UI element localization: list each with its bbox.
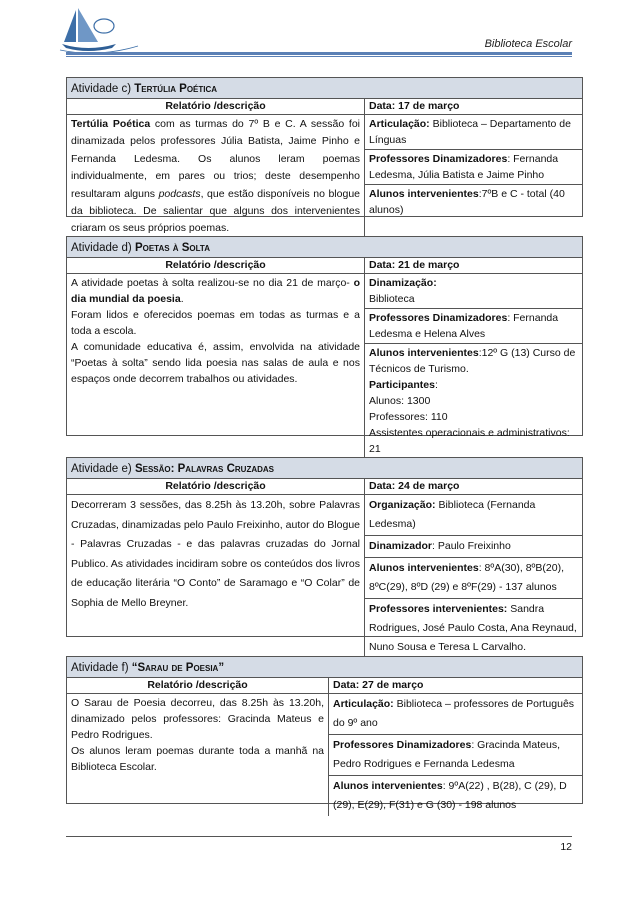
info-cell: Professores Dinamizadores: Gracinda Mateus, Pedro Rodrigues e Fernanda Ledesma [329,735,582,776]
activity-title: Atividade f) “Sarau de Poesia” [67,657,582,678]
date-header: Data: 21 de março [365,258,582,274]
activity-title: Atividade e) Sessão: Palavras Cruzadas [67,458,582,479]
date-header: Data: 17 de março [365,99,582,115]
header-title: Biblioteca Escolar [484,38,572,50]
page-number: 12 [560,841,572,853]
info-cell: Organização: Biblioteca (Fernanda Ledesma) [365,495,582,536]
description-column-header: Relatório /descrição [67,258,364,274]
description-text: Tertúlia Poética com as turmas do 7º B e C. A sessão foi dinamizada pelos professores Júlia Batista, Jaime Pinho e Fernanda Ledesma. Os alunos leram poemas individualmente, em pares ou trios; deste desempenho resultaram alguns podcasts, que estão disponíveis no blogue da biblioteca. De salientar que alguns dos intervenientes criaram os seus próprios poemas. [71,118,361,235]
info-cell: Dinamização: Biblioteca [365,274,582,309]
info-cell: Articulação: Biblioteca – Departamento de Línguas [365,115,582,150]
description-text: A atividade poetas à solta realizou-se no dia 21 de março- o dia mundial da poesia. Foram lidos e oferecidos poemas em todas as turmas e a toda a escola. A comunidade educativa é, assim, envolvida na atividade “Poetas à solta” sendo lida poesia nas salas de aula e nos espaços onde decorrem trabalhos ou atividades. [71,277,360,385]
description-text: Decorreram 3 sessões, das 8.25h às 13.20h, sobre Palavras Cruzadas, dinamizadas pelo Paulo Freixinho, autor do Blogue - Palavras Cruzadas - e das palavras cruzadas do Jornal Publico. As atividades incidiram sobre os conteúdos dos livros de educação literária “O Conto” de Saramago e “O Colar” de Sophia de Mello Breyner. [71,499,360,609]
description-text: O Sarau de Poesia decorreu, das 8.25h às 13.20h, dinamizado pelos professores: Gracinda Mateus e Pedro Rodrigues. Os alunos leram poemas durante toda a manhã na Biblioteca Escolar. [71,697,324,773]
header-divider-thin [66,56,572,57]
info-cell: Alunos intervenientes:12º G (13) Curso de Técnicos de Turismo. Participantes: Alunos: 1300 Professores: 110 Assistentes operacionais e administrativos: 21 [369,347,576,455]
header-divider [66,52,572,55]
date-header: Data: 24 de março [365,479,582,495]
info-cell: Dinamizador: Paulo Freixinho [365,536,582,558]
info-cell: Professores Dinamizadores: Fernanda Ledesma e Helena Alves [365,309,582,344]
description-column-header: Relatório /descrição [67,479,364,495]
activity-d [66,236,583,455]
info-cell: Professores intervenientes: Sandra Rodrigues, José Paulo Costa, Ana Reynaud, Nuno Sousa e Teresa L Carvalho. [369,603,577,653]
info-cell: Alunos intervenientes:7ºB e C - total (40 alunos) [369,188,565,216]
info-cell: Alunos intervenientes: 8ºA(30), 8ºB(20), 8ºC(29), 8ºD (29) e 8ºF(29) - 137 alunos [365,558,582,599]
info-cell: Professores Dinamizadores: Fernanda Ledesma, Júlia Batista e Jaime Pinho [365,150,582,185]
activity-title: Atividade d) Poetas à Solta [67,237,582,258]
info-cell: Alunos intervenientes: 9ºA(22) , B(28), C (29), D (29), E(29), F(31) e G (30) - 198 alunos [333,780,567,811]
footer-divider [66,836,572,837]
description-column-header: Relatório /descrição [67,99,364,115]
date-header: Data: 27 de março [329,678,582,694]
activity-f [66,656,583,811]
sailboat-logo-icon [58,6,140,54]
description-column-header: Relatório /descrição [67,678,328,694]
activity-title: Atividade c) Tertúlia Poética [67,78,582,99]
activity-e [66,457,583,653]
info-cell: Articulação: Biblioteca – professores de Português do 9º ano [329,694,582,735]
activity-c [66,77,583,235]
